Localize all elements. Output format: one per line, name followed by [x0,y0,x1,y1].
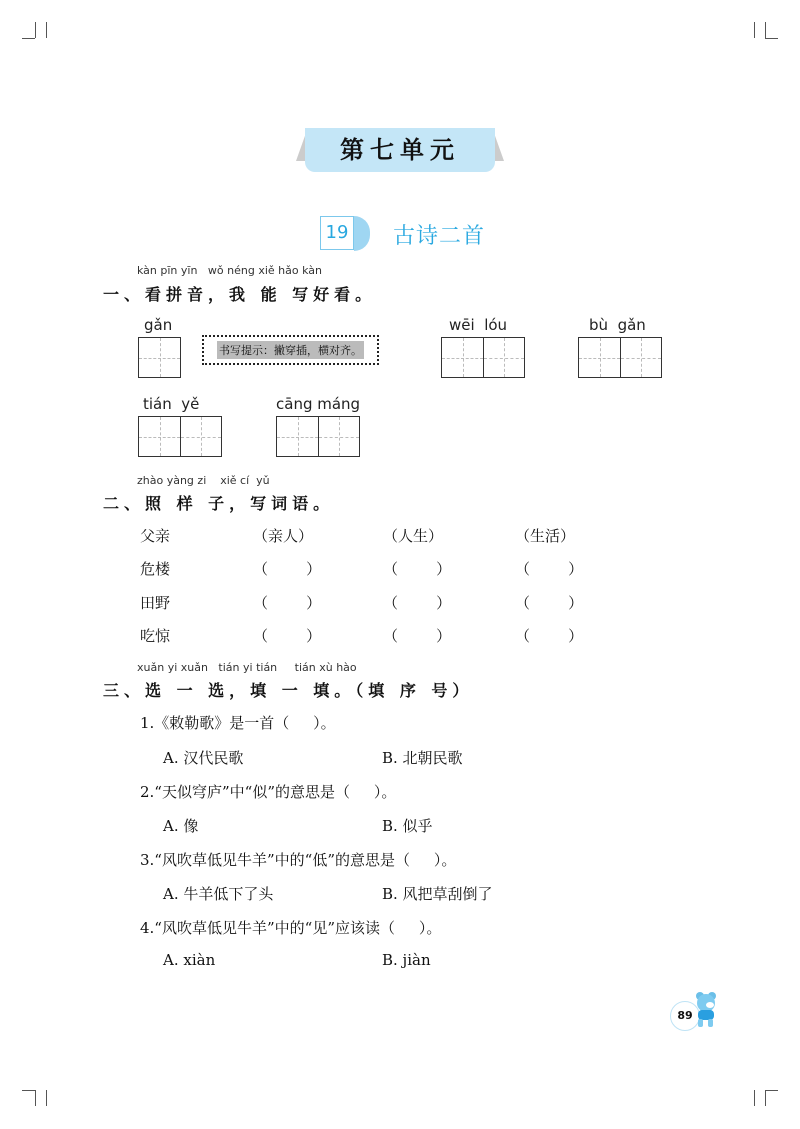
question: 4.“风吹草低见牛羊”中的“见”应该读（ ）。 [140,919,442,937]
answer-blank[interactable]: （ ） [253,627,322,645]
answer-blank[interactable]: （ ） [253,560,322,578]
answer-blank[interactable]: （ ） [515,627,584,645]
writing-hint-box [202,335,379,365]
section2-pinyin: zhào yàng zi xiě cí yǔ [137,474,270,487]
option-a[interactable]: A. xiàn [163,951,216,969]
lesson-title: 古诗二首 [393,224,486,249]
crop-mark [46,1090,47,1106]
word-cell: （人生） [383,527,444,545]
question: 2.“天似穹庐”中“似”的意思是（ ）。 [140,783,397,801]
section1-heading: 一、看拼音，我 能 写好看。 [103,285,377,304]
question: 3.“风吹草低见牛羊”中的“低”的意思是（ ）。 [140,851,457,869]
answer-blank[interactable]: （ ） [383,594,452,612]
section2-heading: 二、照 样 子，写词语。 [103,494,335,513]
crop-mark [46,22,47,38]
lesson-tab-decoration [354,216,370,251]
option-b[interactable]: B. jiàn [382,951,431,969]
writing-grid[interactable] [578,337,662,378]
crop-mark [754,22,755,38]
word-cell: 田野 [140,594,171,612]
option-a[interactable]: A. 像 [163,817,199,835]
crop-mark [35,22,36,38]
page-number: 89 [670,1001,700,1031]
crop-mark [22,38,35,39]
word-cell: 危楼 [140,560,171,578]
lesson-number: 19 [320,216,354,250]
writing-grid[interactable] [441,337,525,378]
answer-blank[interactable]: （ ） [253,594,322,612]
option-b[interactable]: B. 北朝民歌 [382,749,463,767]
option-a[interactable]: A. 汉代民歌 [163,749,244,767]
crop-mark [765,22,766,38]
crop-mark [35,1090,36,1106]
bear-mascot-icon [692,990,722,1030]
answer-blank[interactable]: （ ） [383,627,452,645]
answer-blank[interactable]: （ ） [515,560,584,578]
writing-grid[interactable] [138,416,222,457]
option-b[interactable]: B. 似乎 [382,817,433,835]
option-b[interactable]: B. 风把草刮倒了 [382,885,493,903]
unit-title: 第七单元 [305,128,495,172]
section3-pinyin: xuǎn yi xuǎn tián yi tián tián xù hào [137,661,357,674]
crop-mark [765,38,778,39]
writing-grid[interactable] [138,337,181,378]
writing-hint: 书写提示：撇穿插，横对齐。 [217,341,364,359]
word-cell: 父亲 [140,527,171,545]
word-pinyin: tián yě [143,395,200,413]
word-pinyin: cāng máng [276,395,361,413]
crop-mark [22,1090,35,1091]
question: 1.《敕勒歌》是一首（ ）。 [140,714,336,732]
word-pinyin: bù gǎn [589,316,646,334]
word-cell: （生活） [515,527,576,545]
section3-heading: 三、选 一 选，填 一 填。（填 序 号） [103,681,474,700]
word-pinyin: gǎn [144,316,173,334]
crop-mark [765,1090,778,1091]
word-cell: 吃惊 [140,627,171,645]
answer-blank[interactable]: （ ） [383,560,452,578]
option-a[interactable]: A. 牛羊低下了头 [163,885,274,903]
word-cell: （亲人） [253,527,314,545]
writing-grid[interactable] [276,416,360,457]
crop-mark [754,1090,755,1106]
word-pinyin: wēi lóu [449,316,508,334]
section1-pinyin: kàn pīn yīn wǒ néng xiě hǎo kàn [137,264,322,277]
answer-blank[interactable]: （ ） [515,594,584,612]
crop-mark [765,1090,766,1106]
banner-flap [494,133,504,161]
